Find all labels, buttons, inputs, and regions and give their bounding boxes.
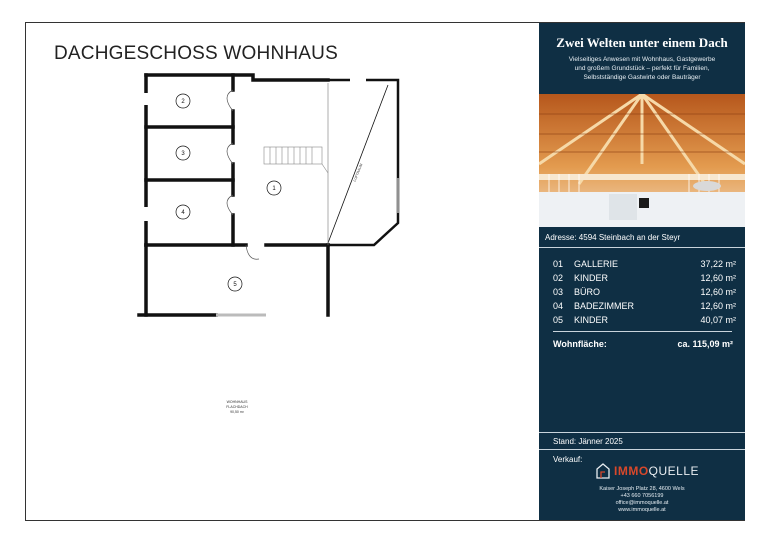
room-label-4: 4 bbox=[181, 210, 185, 216]
description-line: und großem Grundstück – perfekt für Familien, bbox=[574, 65, 710, 72]
room-name: GALLERIE bbox=[574, 259, 619, 269]
staircase bbox=[264, 147, 328, 173]
room-label-1: 1 bbox=[272, 186, 276, 192]
flachdach-label-3: 90,50 m² bbox=[230, 410, 244, 414]
room-name: BADEZIMMER bbox=[574, 301, 635, 311]
room-name: KINDER bbox=[574, 273, 609, 283]
contact-website[interactable]: www.immoquelle.at bbox=[618, 507, 666, 513]
room-name: BÜRO bbox=[574, 287, 601, 297]
contact-info bbox=[539, 486, 745, 514]
room-row bbox=[553, 257, 736, 271]
room-number: 05 bbox=[553, 315, 564, 325]
plan-title: DACHGESCHOSS WOHNHAUS bbox=[54, 43, 338, 64]
room-area: 12,60 m² bbox=[700, 273, 736, 283]
contact-address: Kaiser Joseph Platz 28, 4600 Wels bbox=[599, 486, 685, 492]
luftraum-diagonal bbox=[328, 85, 388, 243]
room-number: 01 bbox=[553, 259, 564, 269]
interior-photo bbox=[539, 94, 745, 227]
room-number: 04 bbox=[553, 301, 564, 311]
room-area: 12,60 m² bbox=[700, 301, 736, 311]
contact-phone: +43 660 7056199 bbox=[620, 493, 664, 499]
info-panel bbox=[539, 23, 745, 520]
room-area: 37,22 m² bbox=[700, 259, 736, 269]
wall-luftraum-top bbox=[328, 80, 398, 245]
floor-plan-drawing bbox=[26, 23, 539, 520]
verkauf-label: Verkauf: bbox=[553, 455, 583, 464]
total-area-label: Wohnfläche: bbox=[553, 339, 607, 349]
room-area: 12,60 m² bbox=[700, 287, 736, 297]
room-row bbox=[553, 299, 736, 313]
house-logo-icon bbox=[596, 463, 610, 479]
stand-date: Stand: Jänner 2025 bbox=[553, 437, 623, 446]
immoquelle-logo bbox=[596, 463, 699, 479]
room-number: 03 bbox=[553, 287, 564, 297]
address: Adresse: 4594 Steinbach an der Steyr bbox=[545, 233, 681, 242]
room-row bbox=[553, 271, 736, 285]
description-line: Selbstständige Gastwirte oder Bauträger bbox=[583, 74, 701, 81]
divider bbox=[539, 449, 745, 450]
room-label-5: 5 bbox=[233, 282, 237, 288]
wall-top-rooms bbox=[146, 75, 328, 80]
panel-title: Zwei Welten unter einem Dach bbox=[556, 35, 728, 50]
contact-email[interactable]: office@immoquelle.at bbox=[615, 500, 669, 506]
room-list bbox=[553, 257, 736, 327]
total-area-value: ca. 115,09 m² bbox=[677, 339, 733, 349]
description-line: Vielseitiges Anwesen mit Wohnhaus, Gastgewerbe bbox=[568, 56, 716, 63]
room-row bbox=[553, 285, 736, 299]
room-label-3: 3 bbox=[181, 151, 185, 157]
flachdach-label-2: FLACHDACH bbox=[226, 405, 248, 409]
total-divider bbox=[553, 331, 732, 332]
divider bbox=[539, 432, 745, 433]
divider bbox=[539, 247, 745, 248]
logo-text-immo: IMMO bbox=[614, 464, 649, 478]
room-number: 02 bbox=[553, 273, 564, 283]
floor-plan-sheet bbox=[25, 22, 745, 521]
logo-text-quelle: QUELLE bbox=[648, 464, 700, 478]
room-name: KINDER bbox=[574, 315, 609, 325]
room-area: 40,07 m² bbox=[700, 315, 736, 325]
flachdach-label-1: WOHNHAUS bbox=[226, 400, 248, 404]
luftraum-label: LUFTRAUM bbox=[352, 163, 364, 183]
room-row bbox=[553, 313, 736, 327]
room-label-2: 2 bbox=[181, 99, 185, 105]
panel-description bbox=[547, 55, 737, 82]
